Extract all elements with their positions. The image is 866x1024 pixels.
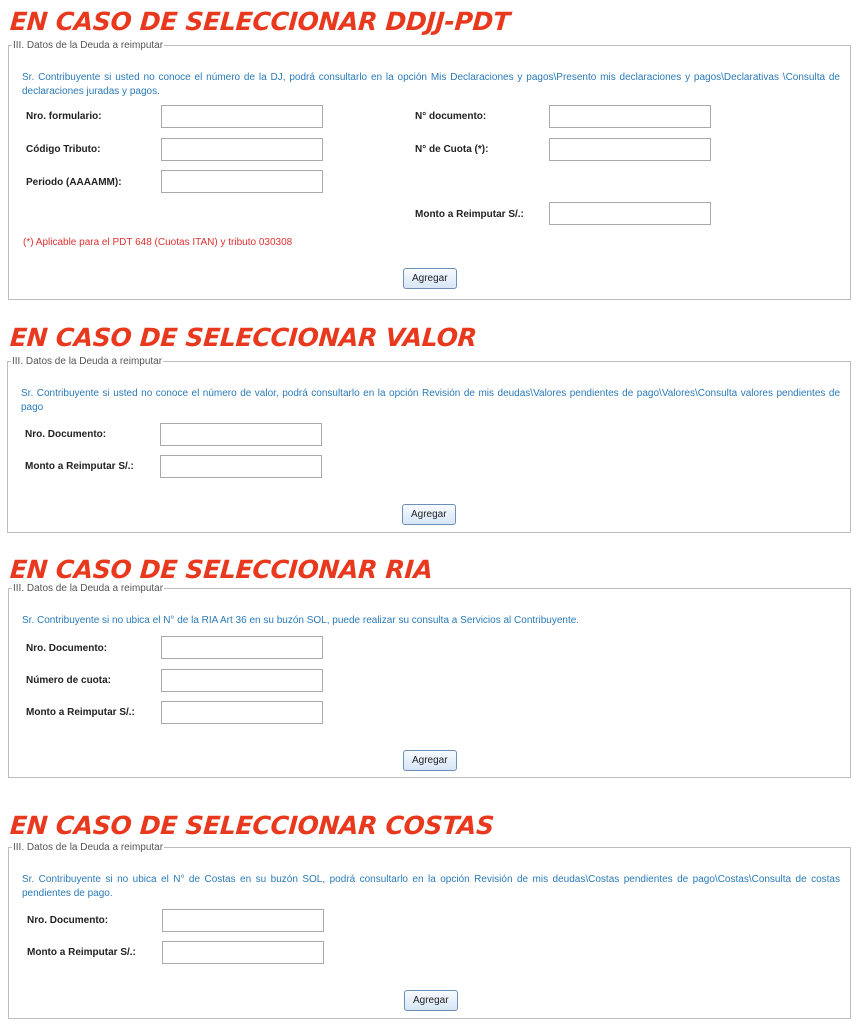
fieldset-legend: III. Datos de la Deuda a reimputar [13, 40, 164, 51]
heading-valor: EN CASO DE SELECCIONAR VALOR [9, 323, 478, 352]
nro-documento-input[interactable] [160, 423, 322, 446]
label-nro-documento: Nro. Documento: [27, 915, 109, 926]
agregar-button[interactable]: Agregar [403, 750, 457, 771]
info-text: Sr. Contribuyente si usted no conoce el número de valor, podrá consultarlo en la opción Revisión de mis deudas\Valores pendientes de pago\Valores\Consulta valores pendientes de pago [21, 388, 840, 413]
heading-ddjj-pdt: EN CASO DE SELECCIONAR DDJJ-PDT [9, 7, 511, 36]
label-codigo-tributo: Código Tributo: [26, 144, 101, 155]
label-periodo: Periodo (AAAAMM): [26, 177, 122, 188]
label-monto-reimputar: Monto a Reimputar S/.: [26, 707, 135, 718]
heading-ria: EN CASO DE SELECCIONAR RIA [9, 555, 434, 584]
monto-reimputar-input[interactable] [549, 202, 711, 225]
numero-cuota-input[interactable] [161, 669, 323, 692]
label-nro-cuota: N° de Cuota (*): [415, 144, 489, 155]
label-nro-documento: Nro. Documento: [25, 429, 107, 440]
info-text: Sr. Contribuyente si no ubica el N° de la RIA Art 36 en su buzón SOL, puede realizar su consulta a Servicios al Contribuyente. [22, 615, 580, 626]
nro-documento-input[interactable] [549, 105, 711, 128]
fieldset-ria [8, 583, 851, 778]
heading-costas: EN CASO DE SELECCIONAR COSTAS [9, 811, 495, 840]
fieldset-valor [7, 356, 851, 533]
nro-cuota-input[interactable] [549, 138, 711, 161]
monto-reimputar-input[interactable] [160, 455, 322, 478]
monto-reimputar-input[interactable] [161, 701, 323, 724]
info-text: Sr. Contribuyente si usted no conoce el número de la DJ, podrá consultarlo en la opción Mis Declaraciones y pagos\Presento mis declaraciones y pagos\Declarativas \Consulta de declaraciones juradas y pagos. [22, 72, 840, 97]
label-nro-documento: Nro. Documento: [26, 643, 108, 654]
info-text: Sr. Contribuyente si no ubica el N° de Costas en su buzón SOL, podrá consultarlo en la opción Revisión de mis deudas\Costas pendientes de pago\Costas\Consulta de costas pendientes de pago. [22, 874, 840, 899]
itan-note: (*) Aplicable para el PDT 648 (Cuotas ITAN) y tributo 030308 [23, 237, 293, 248]
label-nro-documento: N° documento: [415, 111, 487, 122]
nro-documento-input[interactable] [161, 636, 323, 659]
fieldset-legend: III. Datos de la Deuda a reimputar [13, 842, 164, 853]
agregar-button[interactable]: Agregar [402, 504, 456, 525]
nro-formulario-input[interactable] [161, 105, 323, 128]
periodo-input[interactable] [161, 170, 323, 193]
label-nro-formulario: Nro. formulario: [26, 111, 102, 122]
fieldset-legend: III. Datos de la Deuda a reimputar [12, 356, 163, 367]
monto-reimputar-input[interactable] [162, 941, 324, 964]
label-monto-reimputar: Monto a Reimputar S/.: [415, 209, 524, 220]
nro-documento-input[interactable] [162, 909, 324, 932]
label-monto-reimputar: Monto a Reimputar S/.: [27, 947, 136, 958]
agregar-button[interactable]: Agregar [403, 268, 457, 289]
agregar-button[interactable]: Agregar [404, 990, 458, 1011]
fieldset-costas [8, 842, 851, 1019]
fieldset-ddjj-pdt [8, 40, 851, 300]
fieldset-legend: III. Datos de la Deuda a reimputar [13, 583, 164, 594]
label-numero-cuota: Número de cuota: [26, 675, 112, 686]
label-monto-reimputar: Monto a Reimputar S/.: [25, 461, 134, 472]
codigo-tributo-input[interactable] [161, 138, 323, 161]
